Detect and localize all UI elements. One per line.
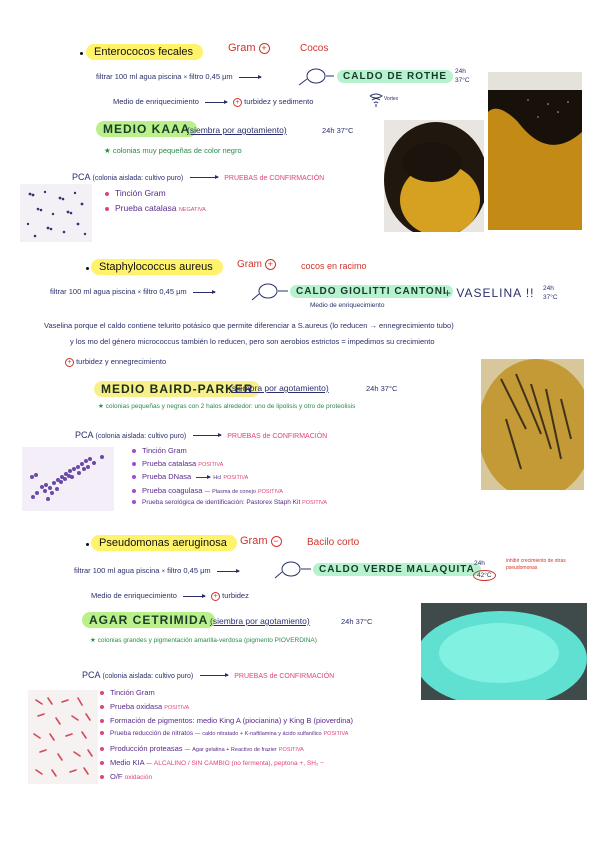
seeding-3: (siembra por agotamiento) [210,616,310,626]
seeding-2: (siembra por agotamiento) [229,383,329,393]
broth-1: CALDO DE ROTHE [337,70,453,83]
colonies-3: ★ colonias grandes y pigmentación amarilla-verdosa (pigmento PIOVERDINA) [90,637,317,644]
filter-line-1: filtrar 100 ml agua piscina × filtro 0,45 μm [96,72,261,81]
test-1-1: Tinción Gram [105,188,166,198]
filter-membrane-icon [296,66,336,88]
morphology-3: Bacilo corto [307,537,360,548]
enrichment-line-3: Medio de enriquecimiento + turbidez [91,591,249,600]
colonies-1: ★ colonias muy pequeñas de color negro [104,146,242,155]
test-3-1: Tinción Gram [100,688,155,697]
medium-incubation-3: 24h 37°C [341,617,373,626]
broth-incubation-3-temp: 42°C [473,570,496,581]
gram-sign-3: − [271,536,282,547]
gram-label-3: Gram − [240,535,282,547]
gram-label-2: Gram + [237,259,276,270]
test-2-1: Tinción Gram [132,446,187,455]
broth-incubation-3-hours: 24h [474,560,485,567]
organism-title-3: Pseudomonas aeruginosa [91,535,237,551]
test-3-5: Producción proteasas — Agar gelatina + Reactivo de frazier POSITIVA [100,744,304,753]
broth-2: CALDO GIOLITTI CANTONI [290,285,453,298]
broth-incubation-1: 24h 37°C [455,68,470,84]
test-3-4: Prueba reducción de nitratos — caldo nitratado + K-naftilamina y ácido sulfanílico POSITIVA [100,730,348,737]
broth-extra-2: + VASELINA !! [444,286,535,300]
gram-label-1: Gram + [228,42,270,54]
plate-photo-kaa-left [384,120,484,232]
medium-incubation-1: 24h 37°C [322,126,354,135]
test-2-5: Prueba serológica de identificación: Pastorex Staph Kit POSITIVA [132,499,327,506]
test-3-6: Medio KIA — ALCALINO / SIN CAMBIO (no fermenta), peptona +, SH₂ − [100,758,324,767]
test-1-2: Prueba catalasa NEGATIVA [105,203,206,213]
filter-membrane-icon [273,559,313,581]
organism-title-2: Staphylococcus aureus [91,259,223,275]
test-2-2: Prueba catalasa POSITIVA [132,459,223,468]
vortex-icon [368,92,384,108]
broth-3: CALDO VERDE MALAQUITA [313,563,481,576]
note-line-2: y los mo del género micrococcus también lo reducen, pero son aerobios estrictos = impedimos su crecimiento [70,337,435,346]
medium-incubation-2: 24h 37°C [366,384,398,393]
pca-line-3: PCA (colonia aislada: cultivo puro) PRUEBAS de CONFIRMACIÓN [82,670,335,680]
filter-line-3: filtrar 100 ml agua piscina × filtro 0,45 μm [74,566,239,575]
gram-stain-micrograph-enterococcus [20,184,92,242]
vortex-label: Vortex [384,96,399,102]
gram-sign-1: + [259,43,270,54]
note-line-1: Vaselina porque el caldo contiene telurito potásico que permite diferenciar a S.aureus (lo reducen → ennegrecimiento tubo) [44,321,454,330]
test-3-7: O/F oxidación [100,772,152,781]
gram-stain-micrograph-pseudomonas [28,690,98,784]
test-3-3: Formación de pigmentos: medio King A (piocianina) y King B (pioverdina) [100,716,353,725]
test-2-3: Prueba DNasa Hcl POSITIVA [132,472,248,481]
plate-photo-cetrimida [421,603,587,700]
test-2-4: Prueba coagulasa — Plasma de conejo POSITIVA [132,486,283,495]
test-3-2: Prueba oxidasa POSITIVA [100,702,189,711]
medium-3: AGAR CETRIMIDA [82,612,215,628]
gram-stain-micrograph-staphylococcus [22,447,114,511]
medium-2: MEDIO BAIRD-PARKER [94,381,260,397]
filter-line-2: filtrar 100 ml agua piscina × filtro 0,45 μm [50,287,215,296]
gram-sign-2: + [265,259,276,270]
enrichment-line-2: + turbidez y ennegrecimiento [65,357,166,367]
organism-title-1: Enterococos fecales [86,44,203,60]
broth-incubation-2: 24h 37°C [543,285,558,301]
plate-photo-baird-parker [481,359,584,490]
broth-sub-2: Medio de enriquecimiento [310,302,385,309]
morphology-2: cocos en racimo [301,261,367,271]
medium-1: MEDIO KAAA [96,121,197,137]
pca-line-1: PCA (colonia aislada: cultivo puro) PRUEBAS de CONFIRMACIÓN [72,172,325,182]
colonies-2: ★ colonias pequeñas y negras con 2 halos alrededor: uno de lipolisis y otro de proteolisis [98,403,356,410]
seeding-1: (siembra por agotamiento) [187,125,287,135]
plate-photo-kaa-right [488,72,582,230]
enrichment-line-1: Medio de enriquecimiento + turbidez y sedimento [113,97,314,106]
filter-membrane-icon [250,281,290,303]
pca-line-2: PCA (colonia aislada: cultivo puro) PRUEBAS de CONFIRMACIÓN [75,430,328,440]
morphology-1: Cocos [300,43,329,54]
inhibit-note-3: inhibir crecimiento de otras pseudomonas [506,558,566,571]
